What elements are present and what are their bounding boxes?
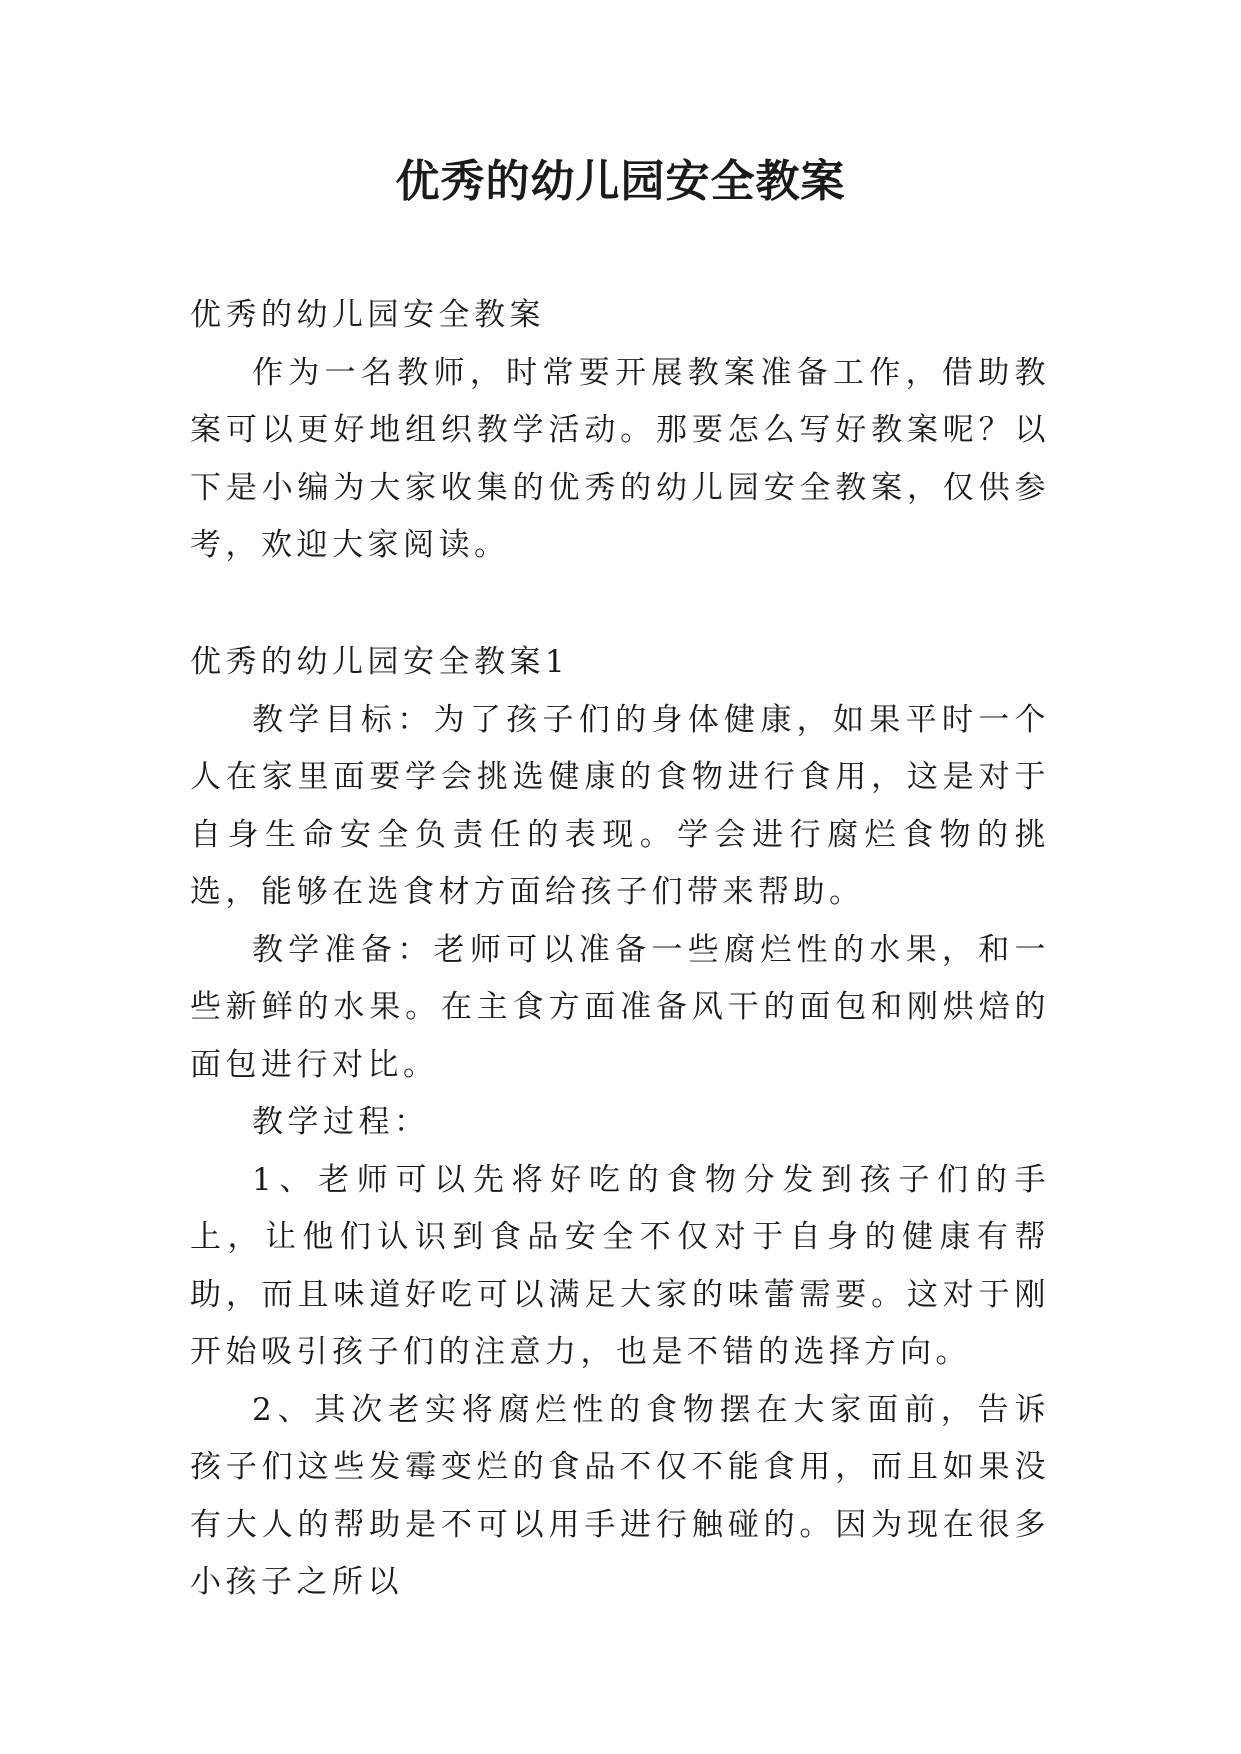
process-step-2: 2、其次老实将腐烂性的食物摆在大家面前，告诉孩子们这些发霉变烂的食品不仅不能食用，而且如果没有大人的帮助是不可以用手进行触碰的。因为现在很多小孩子之所以 (190, 1391, 1050, 1600)
section-1 (190, 634, 1050, 1612)
intro-paragraph: 作为一名教师，时常要开展教案准备工作，借助教案可以更好地组织教学活动。那要怎么写好教案呢？以下是小编为大家收集的优秀的幼儿园安全教案，仅供参考，欢迎大家阅读。 (190, 354, 1050, 563)
section-heading: 优秀的幼儿园安全教案1 (190, 644, 570, 680)
teaching-process-label: 教学过程： (252, 1104, 430, 1140)
process-step-1: 1、老师可以先将好吃的食物分发到孩子们的手上，让他们认识到食品安全不仅对于自身的健康有帮助，而且味道好吃可以满足大家的味蕾需要。这对于刚开始吸引孩子们的注意力，也是不错的选择方向。 (190, 1161, 1050, 1370)
teaching-goal-paragraph: 教学目标：为了孩子们的身体健康，如果平时一个人在家里面要学会挑选健康的食物进行食用，这是对于自身生命安全负责任的表现。学会进行腐烂食物的挑选，能够在选食材方面给孩子们带来帮助。 (190, 701, 1050, 910)
teaching-prep-paragraph: 教学准备：老师可以准备一些腐烂性的水果，和一些新鲜的水果。在主食方面准备风干的面包和刚烘焙的面包进行对比。 (190, 931, 1050, 1083)
intro-section (190, 287, 1050, 575)
intro-heading: 优秀的幼儿园安全教案 (190, 297, 545, 333)
document-title: 优秀的幼儿园安全教案 (395, 156, 846, 207)
